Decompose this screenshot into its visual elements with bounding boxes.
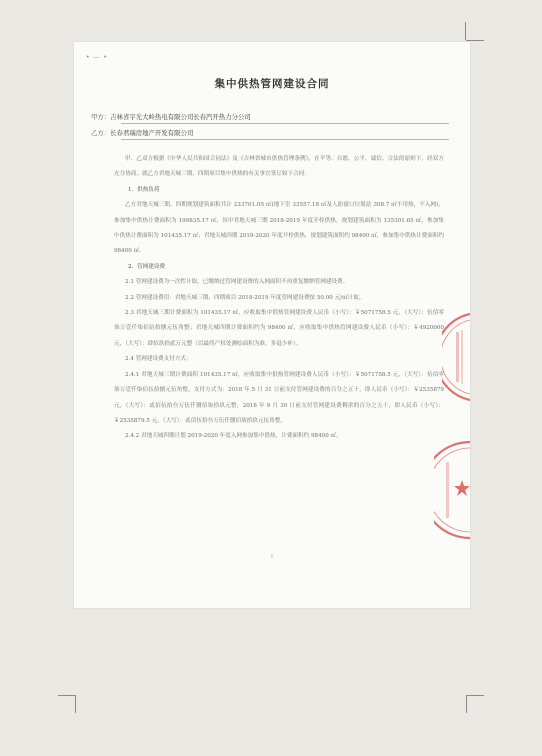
crop-mark: [466, 695, 467, 713]
seal-stamp-icon: [442, 312, 470, 402]
party-b-underline: [121, 139, 449, 140]
contract-body: [114, 152, 444, 445]
clause-2-1: 2.1 管网建设费为一次性计取，已缴纳过管网建设费的入网面积不再重复缴纳管网建设费。: [125, 279, 349, 286]
intro-paragraph: 甲、乙双方根据《中华人民共和国合同法》及《吉林省城市供热管理条例》，在平等、自愿、公平、诚信、合法的原则下，经双方充分协商，就乙方君地天城三期、四期项目集中供热的有关事宜签订如下合同：: [114, 156, 444, 178]
document-page: [74, 42, 470, 608]
clause-2-4-2: 2.4.2 君地天城四期计划 2019-2020 年度入网参加集中供热，计费面积约 98400 ㎡。: [125, 433, 342, 440]
crop-mark: [466, 40, 484, 41]
clause-2-4: 2.4 管网建设费支付方式：: [125, 356, 192, 363]
party-b-label: 乙方：: [91, 129, 111, 137]
clause-2-3: 2.3 君地天城三期计费面积为 101435.17 ㎡，应收取集中供热管网建设费人民币（小写）：￥5071758.5 元，（大写）：伍佰零柒万壹仟柒佰伍拾捌元伍角整；君地天城四期计费面积约为 98400 ㎡，应收取集中供热管网建设费人民币（小写）：￥4920000 元，（大写）：肆佰玖拾贰万元整（以最终产权处测绘面积为准，多退少补）。: [114, 310, 444, 347]
page-number: 1: [270, 554, 274, 560]
party-b-value: 长春君瑞房地产开发有限公司: [110, 129, 194, 137]
party-a-label: 甲方：: [91, 113, 111, 121]
crop-mark: [75, 695, 76, 713]
document-title: 集中供热管网建设合同: [214, 78, 330, 90]
party-b: [91, 128, 193, 137]
clause-2-2: 2.2 管网建设费用：君地天城三期、四期项目 2018-2019 年度管网建设费按 50.00 元/㎡计取。: [125, 294, 365, 301]
section-heading-fee: 2．管网建设费: [128, 263, 166, 270]
load-paragraph: 乙方君地天城三期、四期规划建筑面积共计 233701.05 ㎡(地下室 33557.18 ㎡及人防窗口垃圾站 308.7 ㎡不用热，不入网)，参加集中供热计费面积为 199835.17 ㎡。其中君地天城三期 2018-2019 年度开栓供热，规划建筑面积为 135301.65 ㎡，参加集中供热计费面积为 101435.17 ㎡；君地天城四期 2019-2020 年度开栓供热，规划建筑面积约 98400 ㎡，参加集中供热计费面积约 98400 ㎡。: [114, 202, 444, 255]
scan-marks: • — •: [86, 54, 108, 61]
crop-mark: [58, 695, 76, 696]
party-a-underline: [121, 123, 449, 124]
section-heading-load: 1．供热负荷: [128, 186, 160, 193]
crop-mark: [465, 22, 466, 40]
party-a-value: 吉林省宇光大岭热电有限公司长春汽开热力分公司: [110, 113, 251, 121]
party-a: [91, 112, 251, 121]
crop-mark: [466, 695, 484, 696]
clause-2-4-1: 2.4.1 君地天城三期计费面积 101435.17 ㎡，应收取集中供热管网建设费人民币（小写）：￥5071758.5 元，（大写）：伍佰零柒万壹仟柒佰伍拾捌元伍角整。支付方式为：2018 年 5 月 31 日前支付管网建设费的百分之五十，即人民币（小写）：￥2535879 元，（大写）：贰佰伍拾叁万伍仟捌佰柒拾玖元整，2018 年 9 月 30 日前支付管网建设费剩余的百分之五十，即人民币（小写）：￥2535879.5 元，（大写）：贰佰伍拾叁万伍仟捌佰柒拾玖元伍角整。: [114, 371, 444, 424]
seal-stamp-icon: [434, 440, 470, 540]
